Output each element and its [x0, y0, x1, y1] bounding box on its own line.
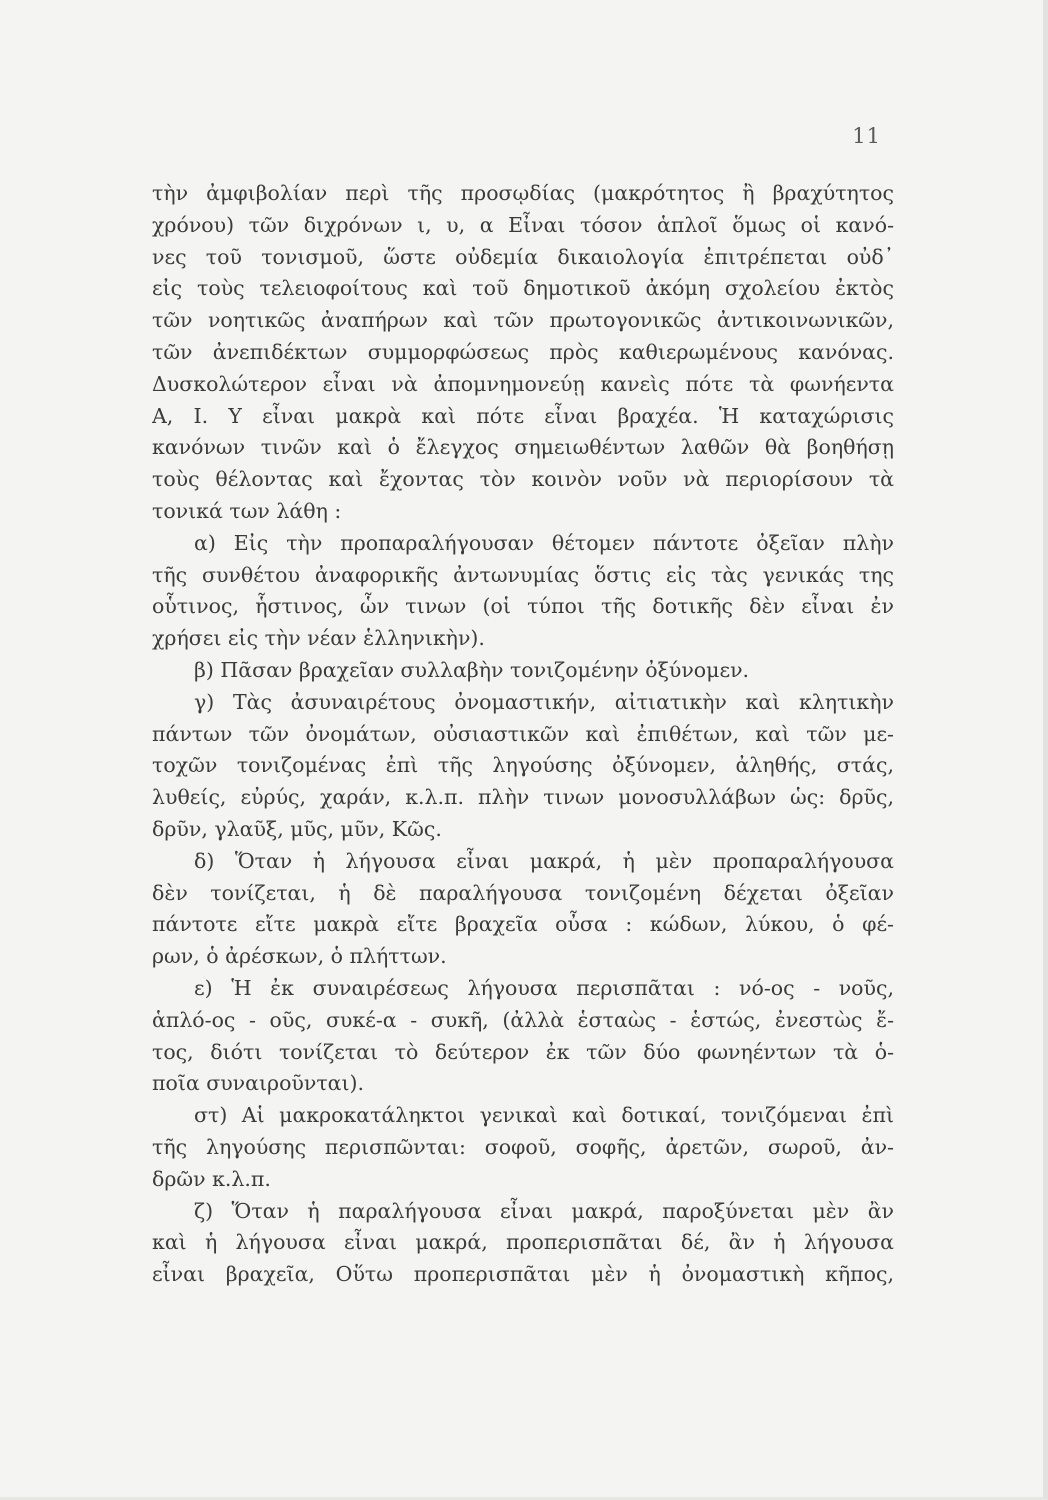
text-line: δρῶν κ.λ.π. — [152, 1166, 271, 1191]
text-line: τῶν νοητικῶς ἀναπήρων καὶ τῶν πρωτογονικῶς ἀντικοινωνικῶν, — [152, 308, 894, 333]
text-line: νες τοῦ τονισμοῦ, ὥστε οὐδεμία δικαιολογία ἐπιτρέπεται οὐδ᾽ — [152, 244, 894, 269]
text-line: τῆς ληγούσης περισπῶνται: σοφοῦ, σοφῆς, ἀρετῶν, σωροῦ, ἀν- — [152, 1134, 894, 1159]
text-line: δρῦν, γλαῦξ, μῦς, μῦν, Κῶς. — [152, 816, 442, 841]
text-line: τῆς συνθέτου ἀναφορικῆς ἀντωνυμίας ὅστις εἰς τὰς γενικάς της — [152, 562, 894, 587]
text-line: δ) Ὅταν ἡ λήγουσα εἶναι μακρά, ἡ μὲν προπαραλήγουσα — [194, 848, 894, 873]
body-text — [152, 178, 894, 1291]
text-line: λυθείς, εὐρύς, χαράν, κ.λ.π. πλὴν τινων μονοσυλλάβων ὡς: δρῦς, — [152, 785, 894, 810]
text-line: τὴν ἀμφιβολίαν περὶ τῆς προσῳδίας (μακρότητος ἢ βραχύτητος — [152, 181, 894, 205]
text-line: πάντων τῶν ὀνομάτων, οὐσιαστικῶν καὶ ἐπιθέτων, καὶ τῶν με- — [152, 721, 894, 746]
text-line: πάντοτε εἴτε μακρὰ εἴτε βραχεῖα οὖσα : κώδων, λύκου, ὁ φέ- — [152, 912, 894, 937]
text-line: γ) Τὰς ἀσυναιρέτους ὀνομαστικήν, αἰτιατικὴν καὶ κλητικὴν — [194, 689, 894, 714]
text-line: Δυσκολώτερον εἶναι νὰ ἀπομνημονεύῃ κανεὶς πότε τὰ φωνήεντα — [152, 371, 894, 396]
text-line: τονικά των λάθη : — [152, 498, 342, 523]
text-line: οὗτινος, ἧστινος, ὧν τινων (οἱ τύποι τῆς δοτικῆς δὲν εἶναι ἐν — [152, 594, 894, 619]
text-line: τῶν ἀνεπιδέκτων συμμορφώσεως πρὸς καθιερωμένους κανόνας. — [152, 339, 894, 364]
text-line: κανόνων τινῶν καὶ ὁ ἔλεγχος σημειωθέντων λαθῶν θὰ βοηθήσῃ — [152, 435, 894, 460]
text-line: β) Πᾶσαν βραχεῖαν συλλαβὴν τονιζομένην ὀξύνομεν. — [194, 657, 750, 682]
text-line: εἰς τοὺς τελειοφοίτους καὶ τοῦ δημοτικοῦ ἀκόμη σχολείου ἐκτὸς — [152, 276, 894, 301]
text-line: ρων, ὁ ἀρέσκων, ὁ πλήττων. — [152, 944, 447, 969]
text-line: τος, διότι τονίζεται τὸ δεύτερον ἐκ τῶν δύο φωνηέντων τὰ ὁ- — [152, 1039, 894, 1064]
page-number: 11 — [852, 124, 881, 148]
text-line: στ) Αἱ μακροκατάληκτοι γενικαὶ καὶ δοτικαί, τονιζόμεναι ἐπὶ — [194, 1103, 894, 1128]
text-line: τοχῶν τονιζομένας ἐπὶ τῆς ληγούσης ὀξύνομεν, ἀληθής, στάς, — [152, 753, 894, 778]
text-line: καὶ ἡ λήγουσα εἶναι μακρά, προπερισπᾶται δέ, ἂν ἡ λήγουσα — [152, 1230, 894, 1255]
text-line: χρήσει εἰς τὴν νέαν ἑλληνικὴν). — [152, 626, 485, 651]
text-line: ἁπλό-ος - οῦς, συκέ-α - συκῆ, (ἀλλὰ ἑσταὼς - ἑστώς, ἐνεστὼς ἔ- — [152, 1007, 894, 1032]
text-line: χρόνου) τῶν διχρόνων ι, υ, α Εἶναι τόσον ἁπλοῖ ὅμως οἱ κανό- — [152, 212, 894, 237]
text-line: ποῖα συναιροῦνται). — [152, 1071, 365, 1096]
text-line: Α, Ι. Υ εἶναι μακρὰ καὶ πότε εἶναι βραχέα. Ἡ καταχώρισις — [152, 403, 894, 428]
text-line: ζ) Ὅταν ἡ παραλήγουσα εἶναι μακρά, παροξύνεται μὲν ἂν — [194, 1198, 894, 1223]
text-line: ε) Ἡ ἐκ συναιρέσεως λήγουσα περισπᾶται : νό-ος - νοῦς, — [194, 975, 894, 1000]
text-line: δὲν τονίζεται, ἡ δὲ παραλήγουσα τονιζομένη δέχεται ὀξεῖαν — [152, 880, 894, 905]
text-line: τοὺς θέλοντας καὶ ἔχοντας τὸν κοινὸν νοῦν νὰ περιορίσουν τὰ — [152, 467, 894, 492]
text-line: εἶναι βραχεῖα, Οὕτω προπερισπᾶται μὲν ἡ ὀνομαστικὴ κῆπος, — [152, 1262, 894, 1287]
text-line: α) Εἰς τὴν προπαραλήγουσαν θέτομεν πάντοτε ὀξεῖαν πλὴν — [194, 530, 894, 555]
